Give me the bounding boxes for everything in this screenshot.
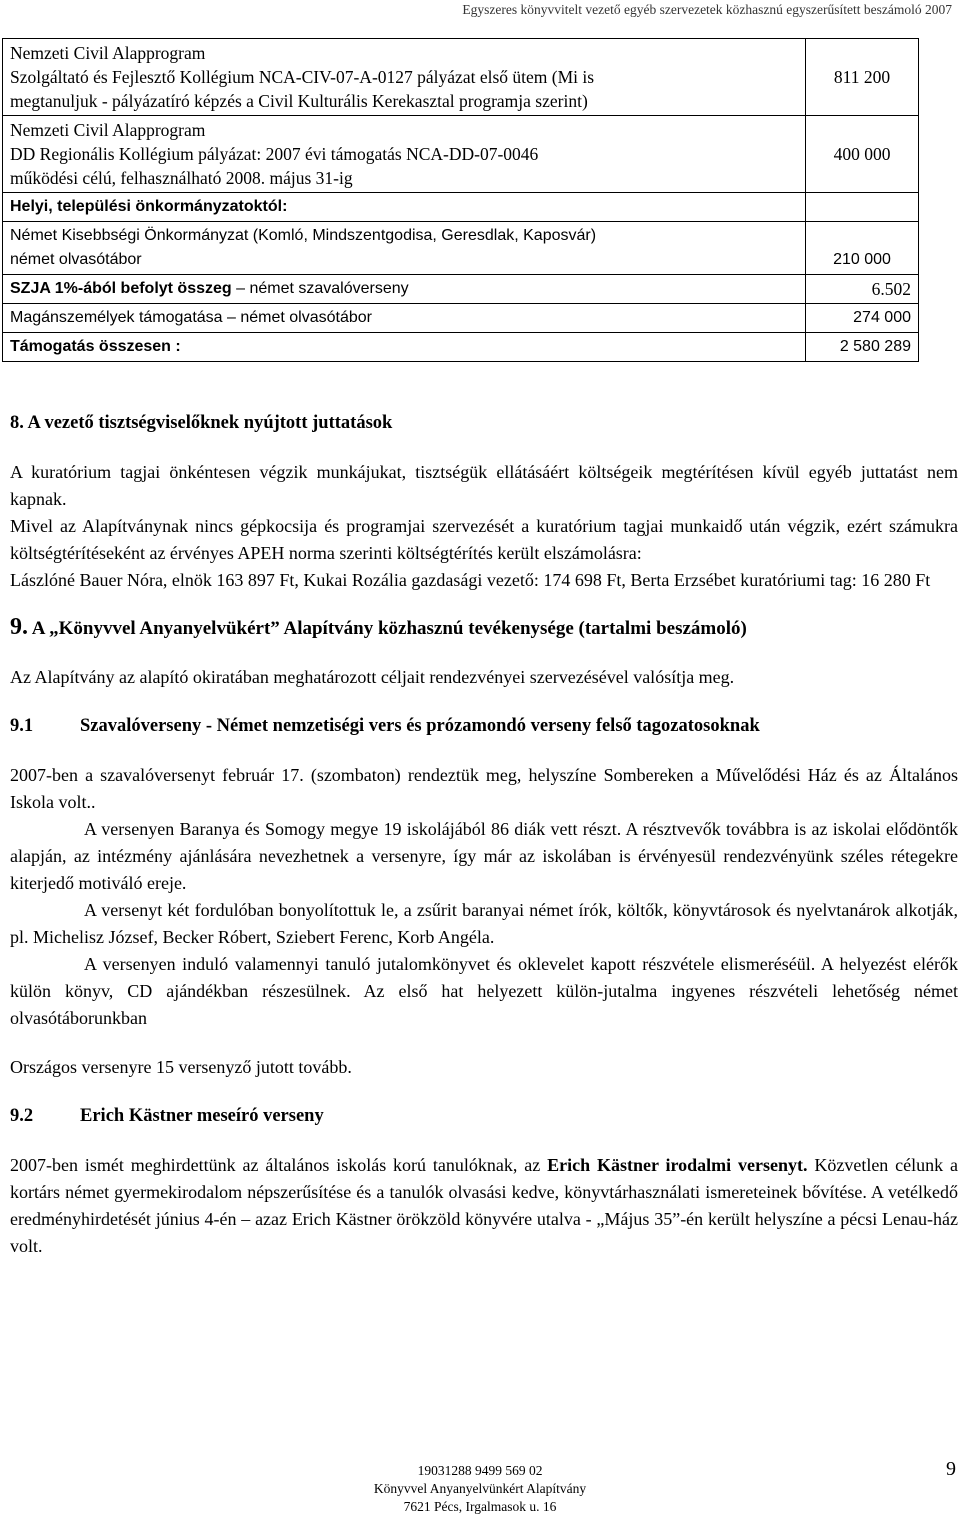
section-8-heading: 8. A vezető tisztségviselőknek nyújtott juttatások — [10, 413, 393, 433]
table-row — [3, 222, 919, 275]
section-9-2-heading: 9.2 Erich Kästner meseíró verseny — [10, 1106, 324, 1126]
table-cell-value: 210 000 — [806, 222, 919, 275]
page-footer: 19031288 9499 569 02 Könyvvel Anyanyelvünkért Alapítvány 7621 Pécs, Irgalmasok u. 16 — [373, 1463, 587, 1514]
table-cell-label: Nemzeti Civil Alapprogram Szolgáltató és Fejlesztő Kollégium NCA-CIV-07-A-0127 pályázat első ütem (Mi is megtanuljuk - pályázatíró képzés a Civil Kulturális Kerekasztal programja szerint) — [3, 39, 806, 116]
table-row — [3, 333, 919, 362]
paragraph: A kuratórium tagjai önkéntesen végzik munkájukat, tisztségük ellátásáért költségeik megtérítésen kívül egyéb juttatást nem kapnak. — [10, 462, 958, 509]
section-9-heading: 9. A „Könyvvel Anyanyelvükért” Alapítvány közhasznú tevékenysége (tartalmi beszámoló) — [10, 614, 747, 640]
paragraph: A versenyt két fordulóban bonyolítottuk le, a zsűrit baranyai német írók, költők, könyvtárosok és nyelvtanárok alkotják, pl. Michelisz József, Becker Róbert, Sziebert Ferenc, Korb Angéla. — [10, 900, 958, 947]
table-cell-value: 6.502 — [806, 275, 919, 304]
table-row — [3, 193, 919, 222]
paragraph: A versenyen Baranya és Somogy megye 19 iskolájából 86 diák vett részt. A résztvevők továbbra is az iskolai elődöntők alapján, az intézmény ajánlására nevezhetnek a versenyre, így már az iskolában is érvényesül rendezvényünk széles rétegekre kiterjedő motiváló ereje. — [10, 819, 958, 893]
page-header: Egyszeres könyvvitelt vezető egyéb szervezetek közhasznú egyszerűsített beszámoló 2007 — [462, 2, 952, 17]
paragraph: Az Alapítvány az alapító okiratában meghatározott céljait rendezvényei szervezésével valósítja meg. — [10, 667, 735, 687]
page-number: 9 — [946, 1458, 956, 1480]
table-cell-label: Magánszemélyek támogatása – német olvasótábor — [3, 304, 806, 333]
paragraph: Mivel az Alapítványnak nincs gépkocsija és programjai szervezését a kuratórium tagjai munkaidő után végzik, ezért számukra költségtérítéseként az érvényes APEH norma szerinti költségtérítés került elszámolásra: — [10, 516, 958, 563]
table-cell-label: Német Kisebbségi Önkormányzat (Komló, Mindszentgodisa, Geresdlak, Kaposvár) német olvasótábor — [3, 222, 806, 275]
table-cell-label: SZJA 1%-ából befolyt összeg – német szavalóverseny — [3, 275, 806, 304]
table-row — [3, 39, 919, 116]
table-cell-label: Nemzeti Civil Alapprogram DD Regionális Kollégium pályázat: 2007 évi támogatás NCA-DD-07-0046 működési célú, felhasználható 2008. május 31-ig — [3, 116, 806, 193]
table-cell-label: Támogatás összesen : — [3, 333, 806, 362]
table-row — [3, 275, 919, 304]
table-cell-value: 274 000 — [806, 304, 919, 333]
paragraph: 2007-ben ismét meghirdettünk az általános iskolás korú tanulóknak, az Erich Kästner irodalmi versenyt. Közvetlen célunk a kortárs német gyermekirodalom népszerűsítése és a tanulók olvasási kedve, könyvtárhasználati ismereteinek bővítése. A vetélkedő eredményhirdetését június 4-én – azaz Erich Kästner örökzöld könyvére utalva - „Május 35”-én került helyszíne a pécsi Lenau-ház volt. — [10, 1155, 958, 1256]
support-table — [2, 38, 919, 362]
document-body — [10, 410, 958, 1260]
paragraph: 2007-ben a szavalóversenyt február 17. (szombaton) rendeztük meg, helyszíne Sombereken a Művelődési Ház és az Általános Iskola volt.. — [10, 765, 958, 812]
paragraph: Lászlóné Bauer Nóra, elnök 163 897 Ft, Kukai Rozália gazdasági vezető: 174 698 Ft, Berta Erzsébet kuratóriumi tag: 16 280 Ft — [10, 570, 931, 590]
section-9-1-heading: 9.1 Szavalóverseny - Német nemzetiségi vers és prózamondó verseny felső tagozatosoknak — [10, 716, 760, 736]
paragraph: A versenyen induló valamennyi tanuló jutalomkönyvet és oklevelet kapott részvétele elismeréséül. A helyezést elérők külön könyv, CD ajándékban részesülnek. Az első hat helyezett külön-jutalma ingyenes részvételi lehetőség német olvasótáborunkban — [10, 954, 958, 1028]
table-cell-label: Helyi, települési önkormányzatoktól: — [3, 193, 806, 222]
table-cell-value: 400 000 — [806, 116, 919, 193]
table-cell-value: 811 200 — [806, 39, 919, 116]
table-row — [3, 116, 919, 193]
table-cell-value — [806, 193, 919, 222]
table-row — [3, 304, 919, 333]
table-cell-value: 2 580 289 — [806, 333, 919, 362]
paragraph: Országos versenyre 15 versenyző jutott tovább. — [10, 1057, 352, 1077]
